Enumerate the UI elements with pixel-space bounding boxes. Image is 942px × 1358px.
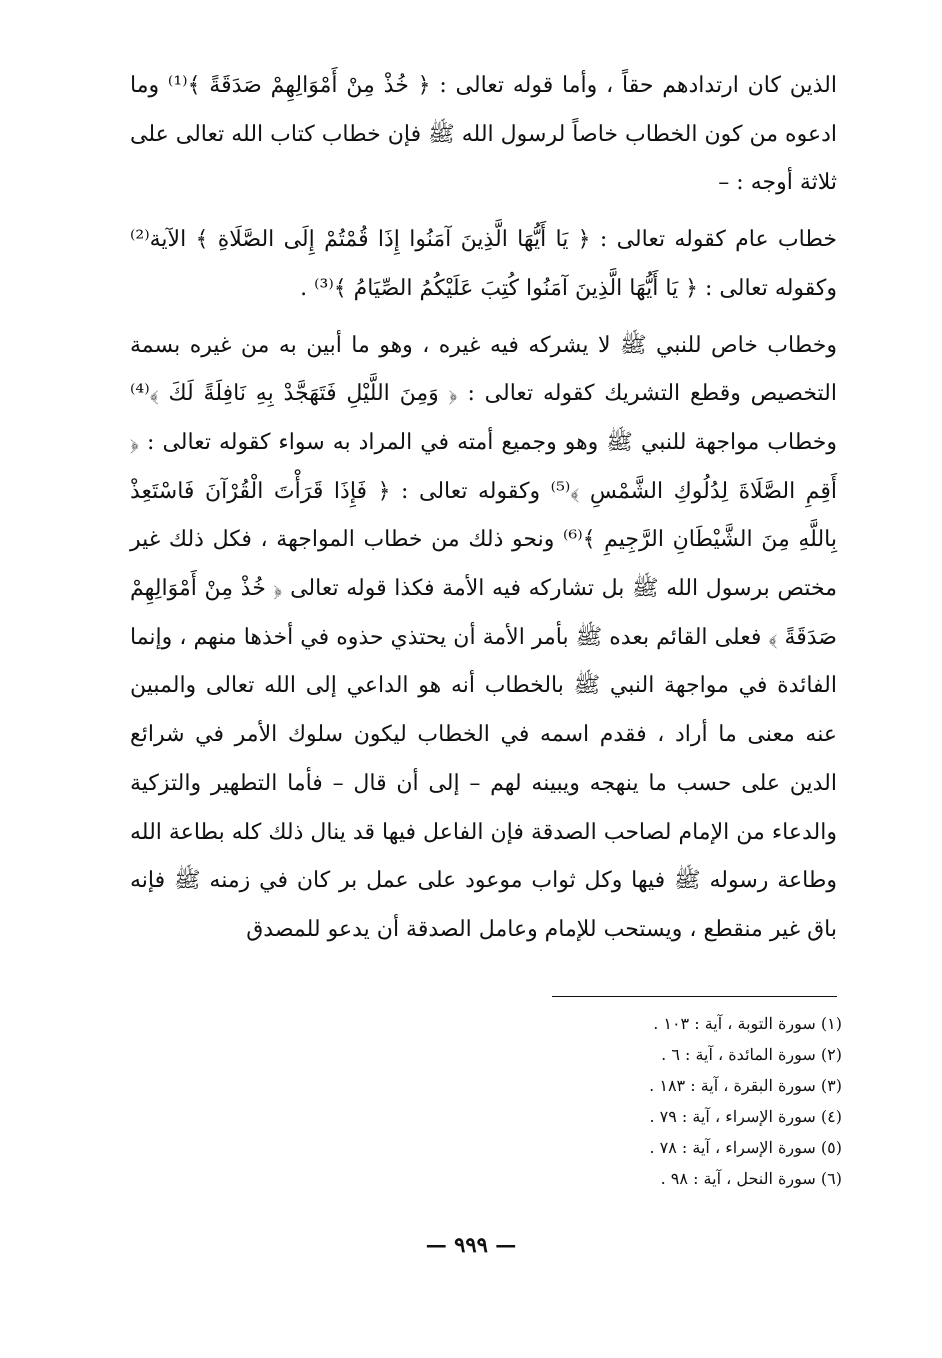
footnote-3: (٣) سورة البقرة ، آية : ١٨٣ .	[649, 1076, 842, 1095]
footnote-6: (٦) سورة النحل ، آية : ٩٨ .	[660, 1169, 842, 1188]
footnote-separator	[552, 996, 837, 997]
footnote-2: (٢) سورة المائدة ، آية : ٦ .	[661, 1045, 842, 1064]
paragraph-1: الذين كان ارتدادهم حقاً ، وأما قوله تعالى : ﴿ خُذْ مِنْ أَمْوَالِهِمْ صَدَقَةً ﴾⁽¹⁾ وما ادعوه من كون الخطاب خاصاً لرسول الله ﷺ فإن خطاب كتاب الله تعالى على ثلاثة أوجه : –	[130, 73, 837, 196]
footnote-4: (٤) سورة الإسراء ، آية : ٧٩ .	[649, 1107, 842, 1126]
footnote-1: (١) سورة التوبة ، آية : ١٠٣ .	[653, 1014, 842, 1033]
page-number: — ٩٩٩ —	[425, 1232, 517, 1257]
main-text	[130, 62, 837, 955]
footnotes-list	[442, 1008, 842, 1194]
paragraph-2: خطاب عام كقوله تعالى : ﴿ يَا أَيُّهَا الَّذِينَ آمَنُوا إِذَا قُمْتُمْ إِلَى الصَّلَاةِ ﴾ الآية⁽²⁾ وكقوله تعالى : ﴿ يَا أَيُّهَا الَّذِينَ آمَنُوا كُتِبَ عَلَيْكُمُ الصِّيَامُ ﴾⁽³⁾ .	[130, 227, 837, 301]
paragraph-3: وخطاب خاص للنبي ﷺ لا يشركه فيه غيره ، وهو ما أبين به من غيره بسمة التخصيص وقطع التشريك كقوله تعالى : ﴿ وَمِنَ اللَّيْلِ فَتَهَجَّدْ بِهِ نَافِلَةً لَكَ ﴾⁽⁴⁾ وخطاب مواجهة للنبي ﷺ وهو وجميع أمته في المراد به سواء كقوله تعالى : ﴿ أَقِمِ الصَّلَاةَ لِدُلُوكِ الشَّمْسِ ﴾⁽⁵⁾ وكقوله تعالى : ﴿ فَإِذَا قَرَأْتَ الْقُرْآنَ فَاسْتَعِذْ بِاللَّهِ مِنَ الشَّيْطَانِ الرَّجِيمِ ﴾⁽⁶⁾ ونحو ذلك من خطاب المواجهة ، فكل ذلك غير مختص برسول الله ﷺ بل تشاركه فيه الأمة فكذا قوله تعالى ﴿ خُذْ مِنْ أَمْوَالِهِمْ صَدَقَةً ﴾ فعلى القائم بعده ﷺ بأمر الأمة أن يحتذي حذوه في أخذها منهم ، وإنما الفائدة في مواجهة النبي ﷺ بالخطاب أنه هو الداعي إلى الله تعالى والمبين عنه معنى ما أراد ، فقدم اسمه في الخطاب ليكون سلوك الأمر في شرائع الدين على حسب ما ينهجه ويبينه لهم – إلى أن قال – فأما التطهير والتزكية والدعاء من الإمام لصاحب الصدقة فإن الفاعل فيها قد ينال ذلك كله بطاعة الله وطاعة رسوله ﷺ فيها وكل ثواب موعود على عمل بر كان في زمنه ﷺ فإنه باق غير منقطع ، ويستحب للإمام وعامل الصدقة أن يدعو للمصدق	[130, 332, 837, 942]
footnote-5: (٥) سورة الإسراء ، آية : ٧٨ .	[649, 1138, 842, 1157]
